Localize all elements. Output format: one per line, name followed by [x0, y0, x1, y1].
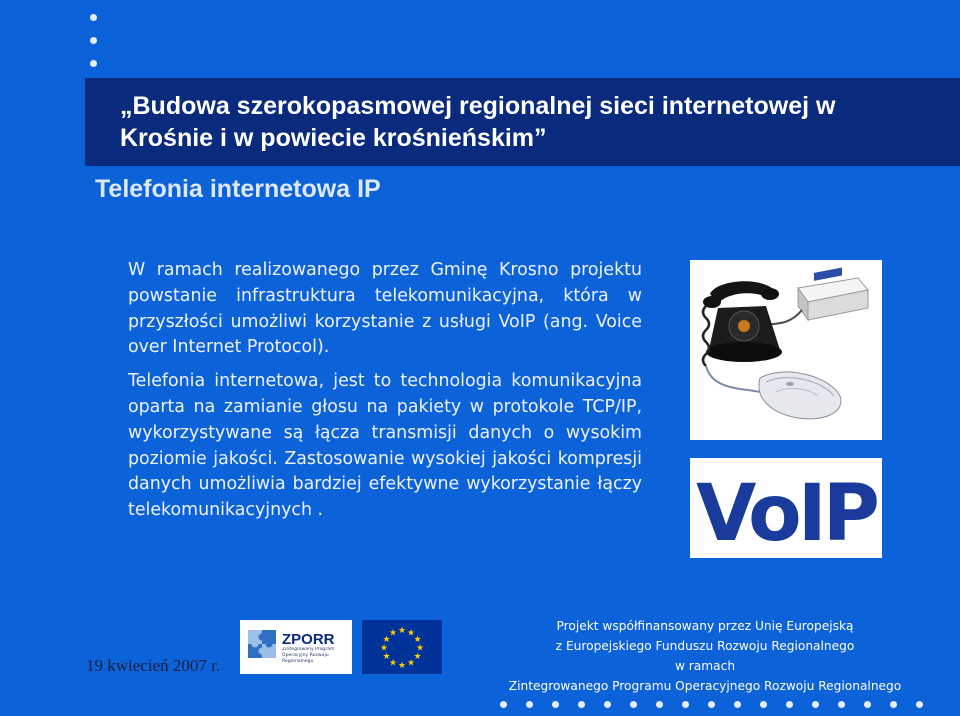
decor-dot — [90, 60, 97, 67]
zporr-logo-text: ZPORR — [282, 631, 335, 648]
voip-device-image — [690, 260, 882, 440]
footer-funding-text — [470, 616, 940, 696]
voip-logo-text: VoIP — [696, 469, 876, 558]
decor-dot — [812, 701, 819, 708]
footer-line-1: Projekt współfinansowany przez Unię Europejską — [556, 619, 854, 633]
svg-text:★: ★ — [413, 652, 422, 662]
body-text — [128, 258, 642, 524]
decor-dot — [838, 701, 845, 708]
decor-dot — [656, 701, 663, 708]
decor-dot — [552, 701, 559, 708]
voip-logo-graphic — [690, 458, 882, 558]
zporr-logo-graphic — [240, 620, 352, 674]
svg-text:★: ★ — [415, 643, 425, 654]
footer-line-4: Zintegrowanego Programu Operacyjnego Rozwoju Regionalnego — [508, 679, 902, 693]
slide-subtitle: Telefonia internetowa IP — [95, 175, 381, 203]
paragraph-2: Telefonia internetowa, jest to technologia komunikacyjna oparta na zamianie głosu na pakiety w protokole TCP/IP, wykorzystywane są łącza transmisji danych o wysokim poziomie jakości. Zastosowanie wysokiej jakości kompresji danych umożliwia bardziej efektywne wykorzystanie łączy telekomunikacyjnych . — [128, 371, 642, 521]
zporr-logo — [240, 620, 352, 674]
decor-dot — [604, 701, 611, 708]
decor-dot — [500, 701, 507, 708]
footer-line-3: w ramach — [674, 659, 736, 673]
voip-logo — [690, 458, 882, 558]
decor-dot — [760, 701, 767, 708]
svg-text:★: ★ — [382, 652, 391, 662]
decor-dot — [708, 701, 715, 708]
decor-dot — [890, 701, 897, 708]
decor-dot — [578, 701, 585, 708]
zporr-logo-subtext: Zintegrowany Program Operacyjny Rozwoju Regionalnego — [282, 647, 335, 664]
voip-phone-adapter-mouse-icon — [690, 260, 882, 440]
decor-dot — [630, 701, 637, 708]
footer-date: 19 kwiecień 2007 r. — [86, 656, 221, 675]
paragraph-1: W ramach realizowanego przez Gminę Krosno projektu powstanie infrastruktura telekomunikacyjna, która w przyszłości umożliwi korzystanie z usługi VoIP (ang. Voice over Internet Protocol). — [128, 260, 642, 358]
svg-text:★: ★ — [413, 635, 422, 645]
svg-text:★: ★ — [397, 661, 407, 671]
decor-dot — [734, 701, 741, 708]
decor-dot — [526, 701, 533, 708]
svg-text:★: ★ — [406, 658, 416, 669]
slide-title: „Budowa szerokopasmowej regionalnej sieci internetowej w Krośnie i w powiecie krośnieńskim” — [120, 92, 836, 152]
svg-text:★: ★ — [388, 658, 398, 669]
svg-text:★: ★ — [382, 635, 391, 645]
decor-dot — [682, 701, 689, 708]
svg-text:★: ★ — [406, 628, 416, 639]
decor-dot — [90, 14, 97, 21]
decor-dot — [786, 701, 793, 708]
svg-text:★: ★ — [388, 628, 398, 639]
footer-line-2: z Europejskiego Funduszu Rozwoju Regionalnego — [555, 639, 855, 653]
decor-dot — [916, 701, 923, 708]
svg-text:★: ★ — [379, 643, 389, 654]
decor-dot — [864, 701, 871, 708]
svg-text:★: ★ — [397, 626, 407, 636]
decor-dot — [90, 37, 97, 44]
eu-flag — [362, 620, 442, 674]
eu-stars-icon — [362, 620, 442, 674]
